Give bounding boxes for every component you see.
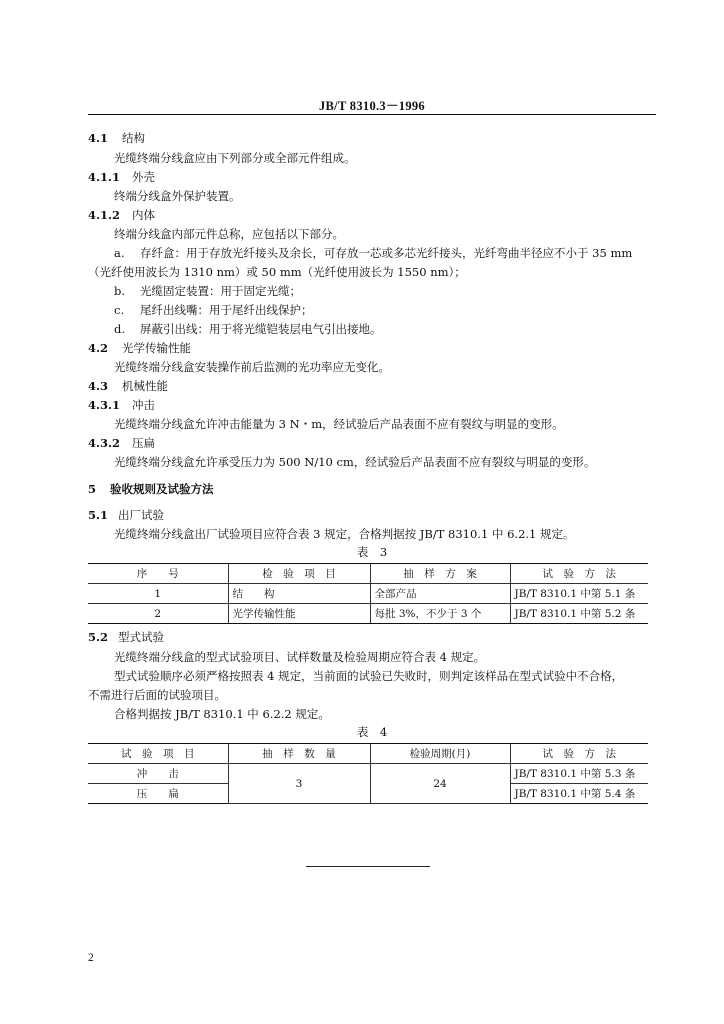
list-item-c-label: c. <box>114 303 125 317</box>
section-5-title: 验收规则及试验方法 <box>110 482 214 496</box>
section-5-2-paragraph-2: 型式试验顺序必须严格按照表 4 规定，当前面的试验已失败时，则判定该样品在型式试验中不合格， <box>114 669 624 683</box>
section-4-1-2-body: 终端分线盒内部元件总称，应包括以下部分。 <box>114 227 344 241</box>
section-4-1-2-number: 4.1.2 <box>88 208 121 222</box>
table-3-header-cell: 序 号 <box>88 564 228 584</box>
section-4-1-1-number: 4.1.1 <box>88 170 121 184</box>
table-row <box>88 604 648 624</box>
standard-header: JB/T 8310.3－1996 <box>319 99 425 113</box>
table-cell-inspection-period: 24 <box>370 764 510 804</box>
table-cell: 每批 3%，不少于 3 个 <box>370 604 510 624</box>
section-4-3-2-number: 4.3.2 <box>88 436 121 450</box>
table-4-header-row <box>88 744 648 764</box>
table-cell: JB/T 8310.1 中第 5.1 条 <box>510 584 648 604</box>
section-5-2-paragraph-3: 合格判据按 JB/T 8310.1 中 6.2.2 规定。 <box>114 707 330 721</box>
list-item-b-label: b. <box>114 284 126 298</box>
section-4-1-2-title: 内体 <box>132 208 155 222</box>
section-5-2-number: 5.2 <box>88 630 109 644</box>
table-4-header-cell: 试 验 项 目 <box>88 744 228 764</box>
section-4-3-2-body: 光缆终端分线盒允许承受压力为 500 N/10 cm，经试验后产品表面不应有裂纹与明显的变形。 <box>114 455 596 469</box>
section-5-2-paragraph-1: 光缆终端分线盒的型式试验项目、试样数量及检验周期应符合表 4 规定。 <box>114 650 486 664</box>
table-cell-method: JB/T 8310.1 中第 5.4 条 <box>510 784 648 804</box>
list-item-b-text: 光缆固定装置：用于固定光缆； <box>140 284 301 298</box>
section-5-1-title: 出厂试验 <box>118 508 164 522</box>
table-3-header-cell: 抽 样 方 案 <box>370 564 510 584</box>
table-3-caption: 表 3 <box>356 545 388 559</box>
section-4-3-1-body: 光缆终端分线盒允许冲击能量为 3 N・m，经试验后产品表面不应有裂纹与明显的变形。 <box>114 417 564 431</box>
section-4-3-2-title: 压扁 <box>132 436 155 450</box>
section-4-3-number: 4.3 <box>88 379 109 393</box>
list-item-a-text: 存纤盒：用于存放光纤接头及余长，可存放一芯或多芯光纤接头，光纤弯曲半径应不小于 35 mm <box>140 246 633 260</box>
section-4-2-title: 光学传输性能 <box>122 341 191 355</box>
list-item-d-text: 屏蔽引出线：用于将光缆铠装层电气引出接地。 <box>140 322 382 336</box>
table-cell-sample-quantity: 3 <box>228 764 370 804</box>
section-4-3-title: 机械性能 <box>122 379 168 393</box>
table-cell: 全部产品 <box>370 584 510 604</box>
table-3-header-cell: 试 验 方 法 <box>510 564 648 584</box>
section-4-3-1-number: 4.3.1 <box>88 398 121 412</box>
header-rule <box>88 114 656 115</box>
table-3-header-row <box>88 564 648 584</box>
table-4-header-cell: 检验周期(月) <box>370 744 510 764</box>
table-cell-method: JB/T 8310.1 中第 5.3 条 <box>510 764 648 784</box>
section-4-1-body: 光缆终端分线盒应由下列部分或全部元件组成。 <box>114 151 356 165</box>
table-4-header-cell: 抽 样 数 量 <box>228 744 370 764</box>
section-4-1-1-title: 外壳 <box>132 170 155 184</box>
table-row <box>88 584 648 604</box>
table-cell-item: 压 扁 <box>88 784 228 804</box>
section-4-2-number: 4.2 <box>88 341 109 355</box>
section-4-1-number: 4.1 <box>88 131 109 145</box>
section-5-2-title: 型式试验 <box>118 630 164 644</box>
list-item-c-text: 尾纤出线嘴：用于尾纤出线保护； <box>140 303 313 317</box>
table-cell: 结 构 <box>228 584 370 604</box>
table-3-header-cell: 检 验 项 目 <box>228 564 370 584</box>
section-4-3-1-title: 冲击 <box>132 398 155 412</box>
section-5-1-number: 5.1 <box>88 508 109 522</box>
section-4-1-title: 结构 <box>122 131 145 145</box>
end-rule <box>306 866 430 867</box>
section-4-2-body: 光缆终端分线盒安装操作前后监测的光功率应无变化。 <box>114 360 390 374</box>
table-cell: 2 <box>88 604 228 624</box>
table-cell-item: 冲 击 <box>88 764 228 784</box>
table-4-caption: 表 4 <box>356 725 388 739</box>
section-5-1-body: 光缆终端分线盒出厂试验项目应符合表 3 规定，合格判据按 JB/T 8310.1 中 6.2.1 规定。 <box>114 527 575 541</box>
list-item-a-continuation: （光纤使用波长为 1310 nm）或 50 mm（光纤使用波长为 1550 nm）； <box>88 265 466 279</box>
table-3 <box>88 563 648 624</box>
list-item-a-label: a. <box>114 246 125 260</box>
section-4-1-1-body: 终端分线盒外保护装置。 <box>114 189 241 203</box>
table-cell: 光学传输性能 <box>228 604 370 624</box>
section-5-number: 5 <box>88 482 97 496</box>
section-5-2-paragraph-2-continuation: 不需进行后面的试验项目。 <box>88 688 226 702</box>
table-row <box>88 764 648 784</box>
table-4-header-cell: 试 验 方 法 <box>510 744 648 764</box>
list-item-d-label: d. <box>114 322 126 336</box>
table-cell: 1 <box>88 584 228 604</box>
table-cell: JB/T 8310.1 中第 5.2 条 <box>510 604 648 624</box>
table-4 <box>88 743 648 804</box>
page-number: 2 <box>88 952 94 964</box>
